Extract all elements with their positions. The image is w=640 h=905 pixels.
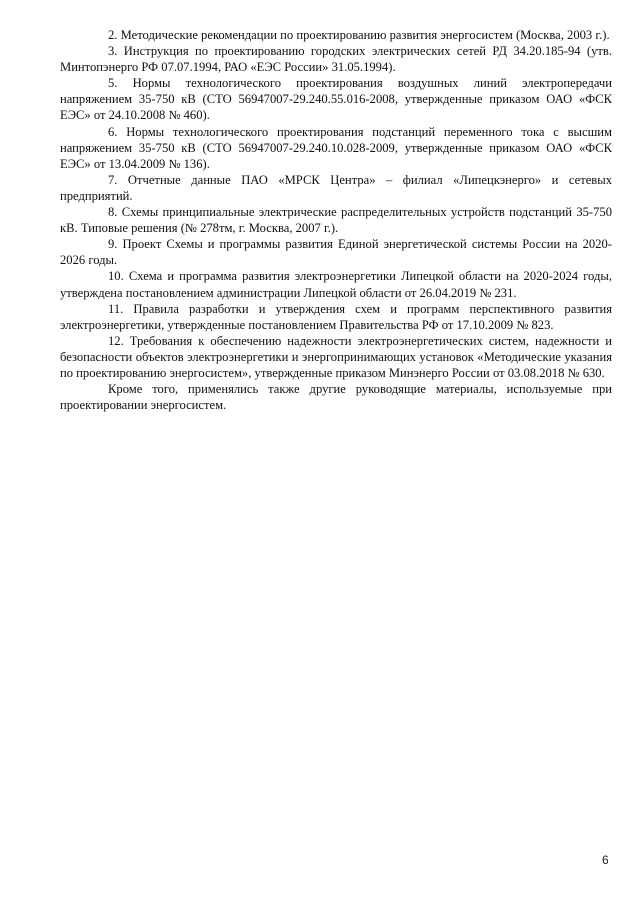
page-number: 6	[602, 853, 609, 867]
reference-item-11: 11. Правила разработки и утверждения схем и программ перспективного развития электроэнергетики, утвержденные постановлением Правительства РФ от 17.10.2009 № 823.	[60, 301, 612, 332]
reference-item-6: 6. Нормы технологического проектирования подстанций переменного тока с высшим напряжением 35-750 кВ (СТО 56947007-29.240.10.028-2009, утвержденные приказом ОАО «ФСК ЕЭС» от 13.04.2009 № 136).	[60, 124, 612, 171]
reference-item-5: 5. Нормы технологического проектирования воздушных линий электропередачи напряжением 35-750 кВ (СТО 56947007-29.240.55.016-2008, утвержденные приказом ОАО «ФСК ЕЭС» от 24.10.2008 № 460).	[60, 76, 612, 123]
reference-item-8: 8. Схемы принципиальные электрические распределительных устройств подстанций 35-750 кВ. Типовые решения (№ 278тм, г. Москва, 2007 г.).	[60, 205, 612, 236]
document-body	[60, 27, 612, 413]
reference-item-12: 12. Требования к обеспечению надежности электроэнергетических систем, надежности и безопасности объектов электроэнергетики и энергопринимающих установок «Методические указания по проектированию энергосистем», утвержденные приказом Минэнерго России от 03.08.2018 № 630.	[60, 333, 612, 380]
reference-item-10: 10. Схема и программа развития электроэнергетики Липецкой области на 2020-2024 годы, утверждена постановлением администрации Липецкой области от 26.04.2019 № 231.	[60, 269, 612, 300]
closing-paragraph: Кроме того, применялись также другие руководящие материалы, используемые при проектировании энергосистем.	[60, 382, 612, 413]
reference-item-3: 3. Инструкция по проектированию городских электрических сетей РД 34.20.185-94 (утв. Минтопэнерго РФ 07.07.1994, РАО «ЕЭС России» 31.05.1994).	[60, 44, 612, 75]
reference-item-7: 7. Отчетные данные ПАО «МРСК Центра» – филиал «Липецкэнерго» и сетевых предприятий.	[60, 172, 612, 203]
reference-item-2: 2. Методические рекомендации по проектированию развития энергосистем (Москва, 2003 г.).	[108, 28, 610, 42]
reference-item-9: 9. Проект Схемы и программы развития Единой энергетической системы России на 2020-2026 годы.	[60, 237, 612, 268]
